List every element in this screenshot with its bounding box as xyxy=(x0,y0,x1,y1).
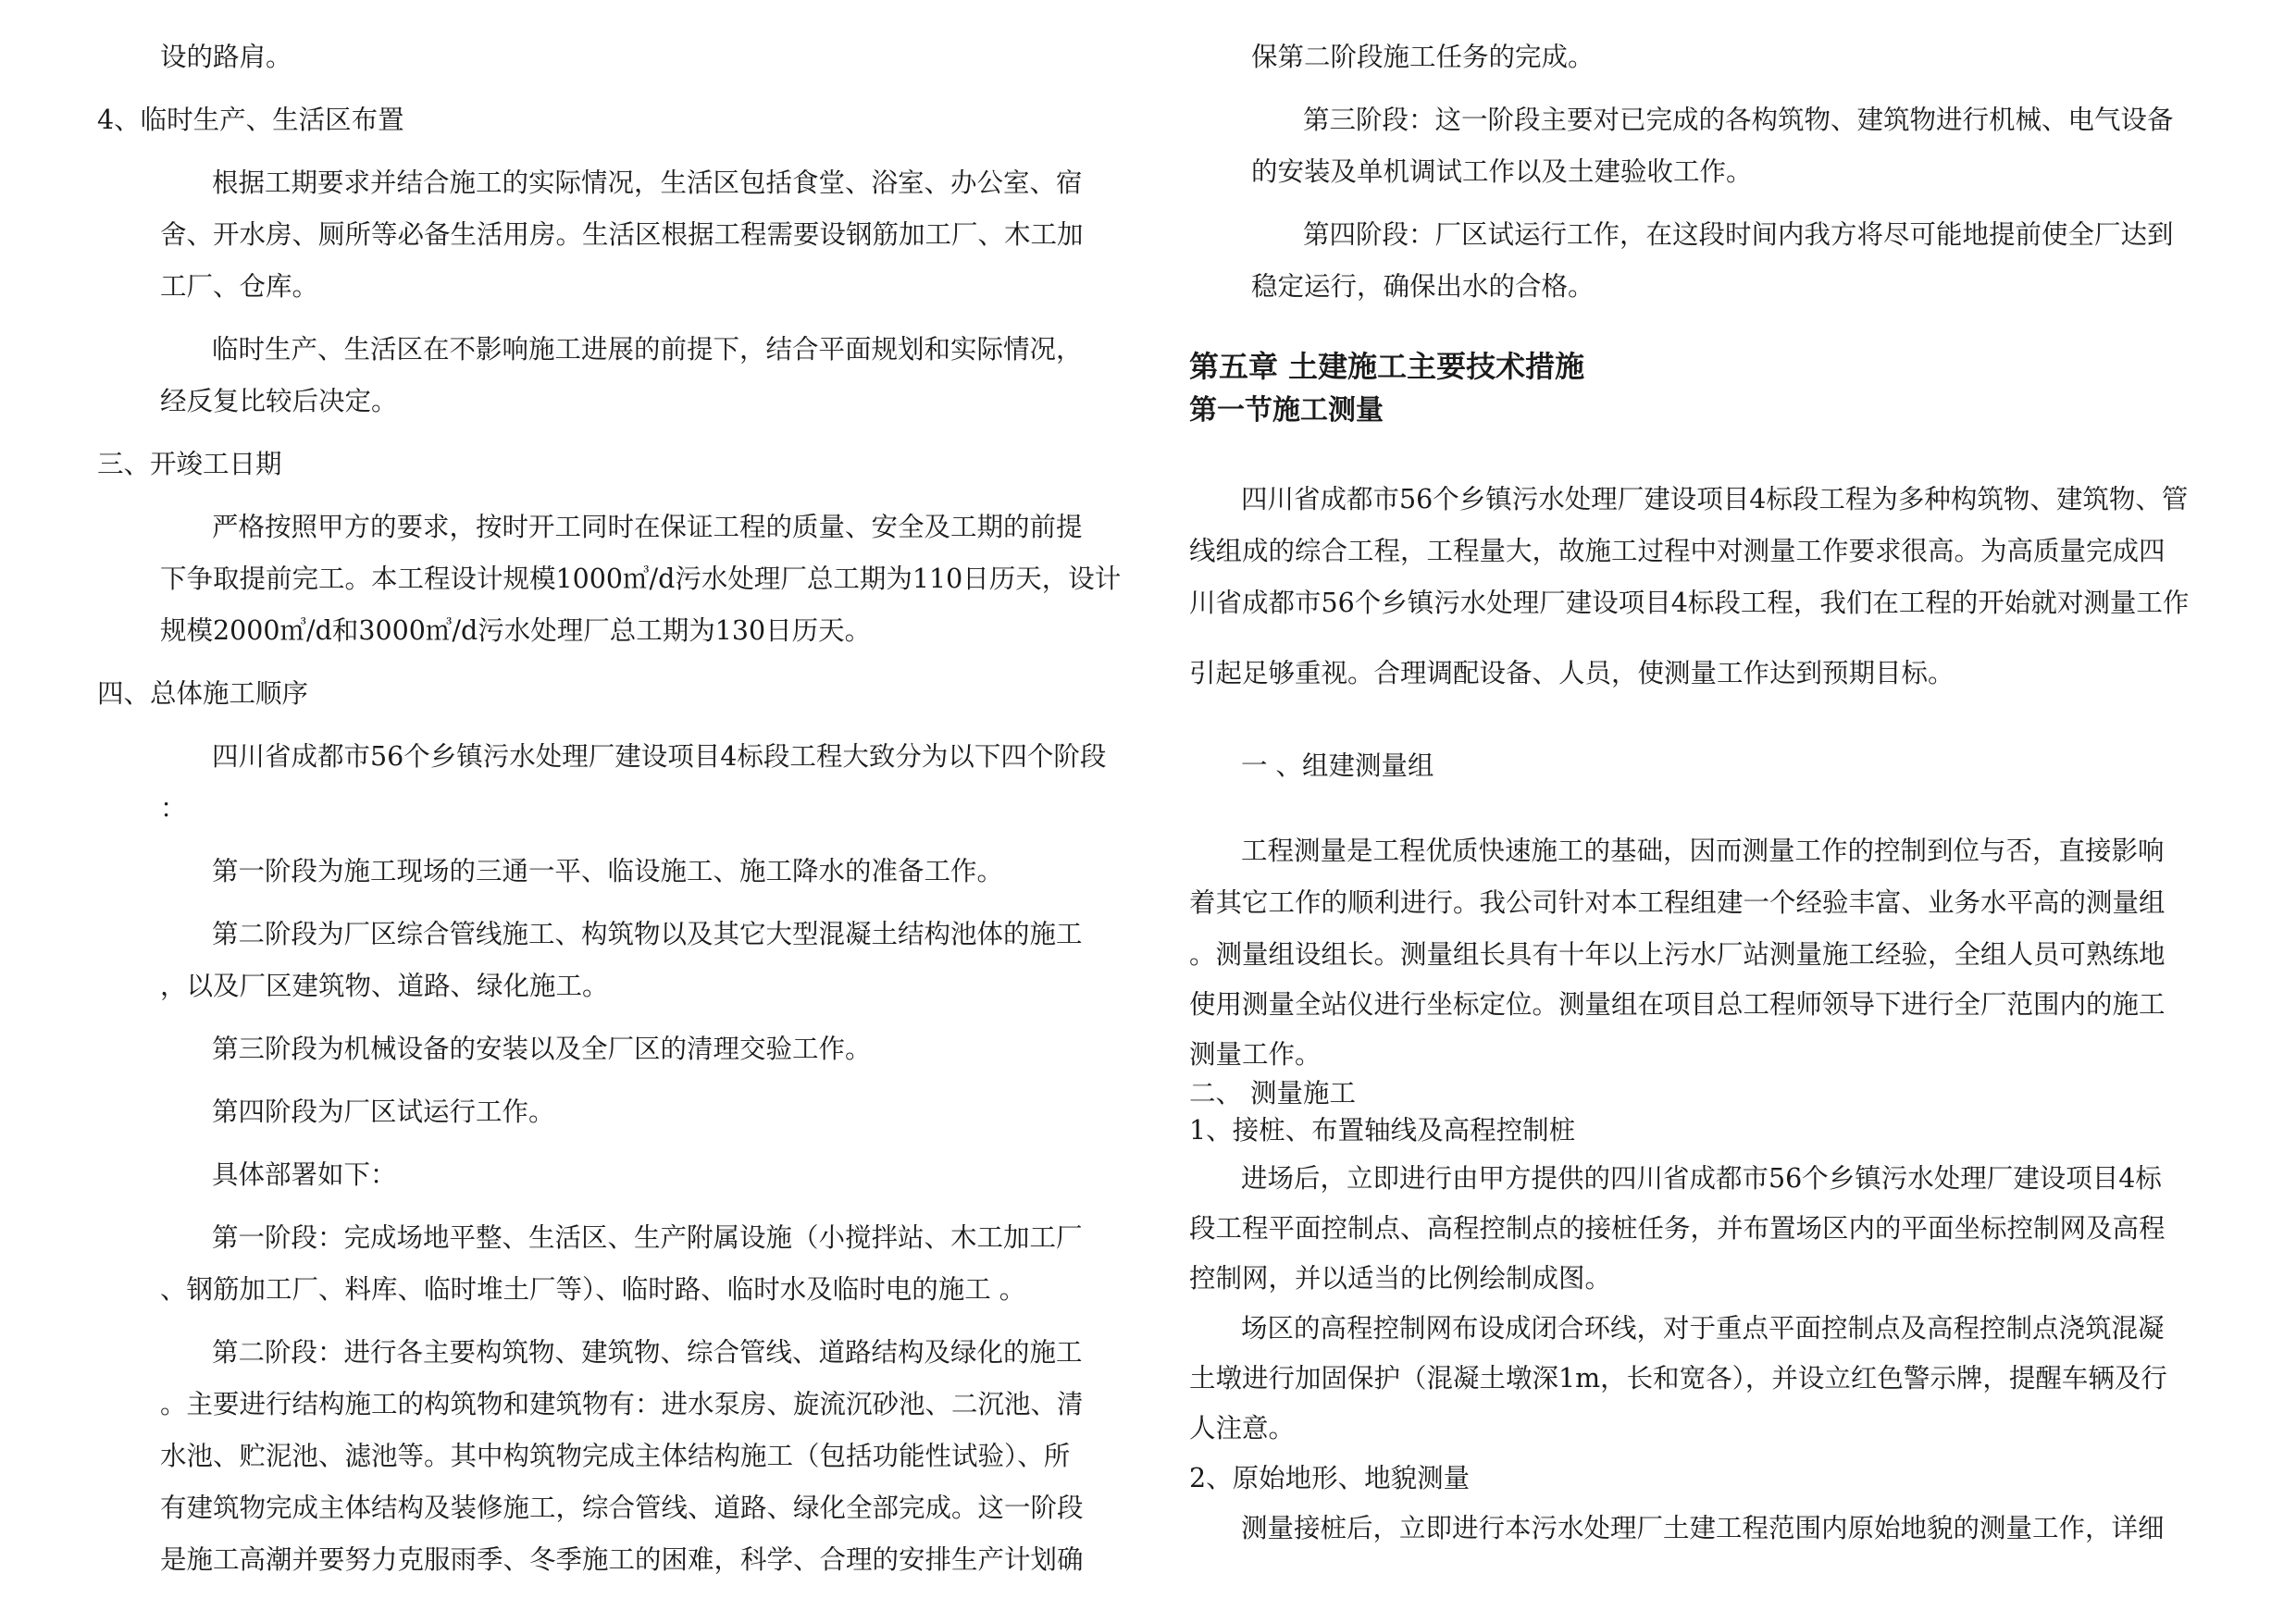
paragraph-line: ： xyxy=(160,793,187,824)
paragraph-line: 场区的高程控制网布设成闭合环线，对于重点平面控制点及高程控制点浇筑混凝 xyxy=(1241,1313,2165,1344)
paragraph-line: 舍、开水房、厕所等必备生活用房。生活区根据工程需要设钢筋加工厂、木工加 xyxy=(160,219,1084,250)
paragraph-line: 。主要进行结构施工的构筑物和建筑物有：进水泵房、旋流沉砂池、二沉池、清 xyxy=(160,1389,1084,1419)
paragraph-line: 严格按照甲方的要求，按时开工同时在保证工程的质量、安全及工期的前提 xyxy=(212,512,1083,542)
paragraph-line: 进场后，立即进行由甲方提供的四川省成都市56个乡镇污水处理厂建设项目4标 xyxy=(1241,1163,2162,1194)
paragraph-line: 控制网，并以适当的比例绘制成图。 xyxy=(1189,1263,1612,1294)
paragraph-line: 水池、贮泥池、滤池等。其中构筑物完成主体结构施工（包括功能性试验）、所 xyxy=(160,1441,1071,1471)
subheading: 四、总体施工顺序 xyxy=(97,678,309,709)
paragraph-line: 第三阶段为机械设备的安装以及全厂区的清理交验工作。 xyxy=(212,1034,872,1064)
paragraph-line: 线组成的综合工程，工程量大，故施工过程中对测量工作要求很高。为高质量完成四 xyxy=(1189,536,2166,566)
paragraph-line: 具体部署如下： xyxy=(212,1159,397,1190)
paragraph-line: 是施工高潮并要努力克服雨季、冬季施工的困难，科学、合理的安排生产计划确 xyxy=(160,1544,1084,1575)
paragraph-line: 根据工期要求并结合施工的实际情况，生活区包括食堂、浴室、办公室、宿 xyxy=(212,167,1083,198)
paragraph-line: 下争取提前完工。本工程设计规模1000㎥/d污水处理厂总工期为110日历天，设计 xyxy=(160,564,1122,594)
subheading: 一 、组建测量组 xyxy=(1241,750,1434,781)
paragraph-line: 第二阶段为厂区综合管线施工、构筑物以及其它大型混凝土结构池体的施工 xyxy=(212,919,1083,949)
subheading: 三、开竣工日期 xyxy=(97,449,282,479)
paragraph-line: ，以及厂区建筑物、道路、绿化施工。 xyxy=(160,971,609,1001)
paragraph-line: 规模2000㎥/d和3000㎥/d污水处理厂总工期为130日历天。 xyxy=(160,615,872,646)
subheading: 二、 测量施工 xyxy=(1189,1078,1357,1109)
paragraph-line: 、钢筋加工厂、料库、临时堆土厂等）、临时路、临时水及临时电的施工 。 xyxy=(160,1274,1026,1305)
paragraph-line: 经反复比较后决定。 xyxy=(160,386,398,416)
paragraph-line: 测量接桩后，立即进行本污水处理厂土建工程范围内原始地貌的测量工作，详细 xyxy=(1241,1513,2165,1543)
paragraph-line: 四川省成都市56个乡镇污水处理厂建设项目4标段工程大致分为以下四个阶段 xyxy=(212,741,1107,772)
subheading: 1、接桩、布置轴线及高程控制桩 xyxy=(1189,1115,1576,1146)
paragraph-line: 保第二阶段施工任务的完成。 xyxy=(1251,42,1595,72)
paragraph-line: 段工程平面控制点、高程控制点的接桩任务，并布置场区内的平面坐标控制网及高程 xyxy=(1189,1213,2166,1244)
paragraph-line: 使用测量全站仪进行坐标定位。测量组在项目总工程师领导下进行全厂范围内的施工 xyxy=(1189,989,2166,1020)
paragraph-line: 的安装及单机调试工作以及土建验收工作。 xyxy=(1251,156,1753,187)
paragraph-line: 着其它工作的顺利进行。我公司针对本工程组建一个经验丰富、业务水平高的测量组 xyxy=(1189,887,2166,918)
paragraph-line: 四川省成都市56个乡镇污水处理厂建设项目4标段工程为多种构筑物、建筑物、管 xyxy=(1241,484,2189,514)
paragraph-line: 人注意。 xyxy=(1189,1413,1296,1443)
paragraph-line: 设的路肩。 xyxy=(160,42,292,72)
paragraph-line: 工厂、仓库。 xyxy=(160,271,319,302)
paragraph-line: 第四阶段：厂区试运行工作，在这段时间内我方将尽可能地提前使全厂达到 xyxy=(1303,219,2174,250)
paragraph-line: 有建筑物完成主体结构及装修施工，综合管线、道路、绿化全部完成。这一阶段 xyxy=(160,1493,1084,1523)
paragraph-line: 引起足够重视。合理调配设备、人员，使测量工作达到预期目标。 xyxy=(1189,658,1955,688)
section-title: 第一节施工测量 xyxy=(1189,394,1384,427)
paragraph-line: 工程测量是工程优质快速施工的基础，因而测量工作的控制到位与否，直接影响 xyxy=(1241,836,2165,866)
paragraph-line: 土墩进行加固保护（混凝土墩深1m，长和宽各），并设立红色警示牌，提醒车辆及行 xyxy=(1189,1363,2167,1394)
paragraph-line: 第一阶段为施工现场的三通一平、临设施工、施工降水的准备工作。 xyxy=(212,856,1004,886)
paragraph-line: 。测量组设组长。测量组长具有十年以上污水厂站测量施工经验，全组人员可熟练地 xyxy=(1189,939,2166,970)
paragraph-line: 临时生产、生活区在不影响施工进展的前提下，结合平面规划和实际情况， xyxy=(212,334,1083,365)
subheading: 4、临时生产、生活区布置 xyxy=(97,105,404,135)
paragraph-line: 第三阶段：这一阶段主要对已完成的各构筑物、建筑物进行机械、电气设备 xyxy=(1303,105,2174,135)
paragraph-line: 川省成都市56个乡镇污水处理厂建设项目4标段工程，我们在工程的开始就对测量工作 xyxy=(1189,588,2190,618)
subheading: 2、原始地形、地貌测量 xyxy=(1189,1463,1471,1493)
chapter-title: 第五章 土建施工主要技术措施 xyxy=(1189,349,1585,384)
paragraph-line: 第四阶段为厂区试运行工作。 xyxy=(212,1096,555,1127)
paragraph-line: 第二阶段：进行各主要构筑物、建筑物、综合管线、道路结构及绿化的施工 xyxy=(212,1337,1083,1368)
paragraph-line: 测量工作。 xyxy=(1189,1039,1322,1070)
paragraph-line: 稳定运行，确保出水的合格。 xyxy=(1251,271,1595,302)
paragraph-line: 第一阶段：完成场地平整、生活区、生产附属设施（小搅拌站、木工加工厂 xyxy=(212,1222,1083,1253)
